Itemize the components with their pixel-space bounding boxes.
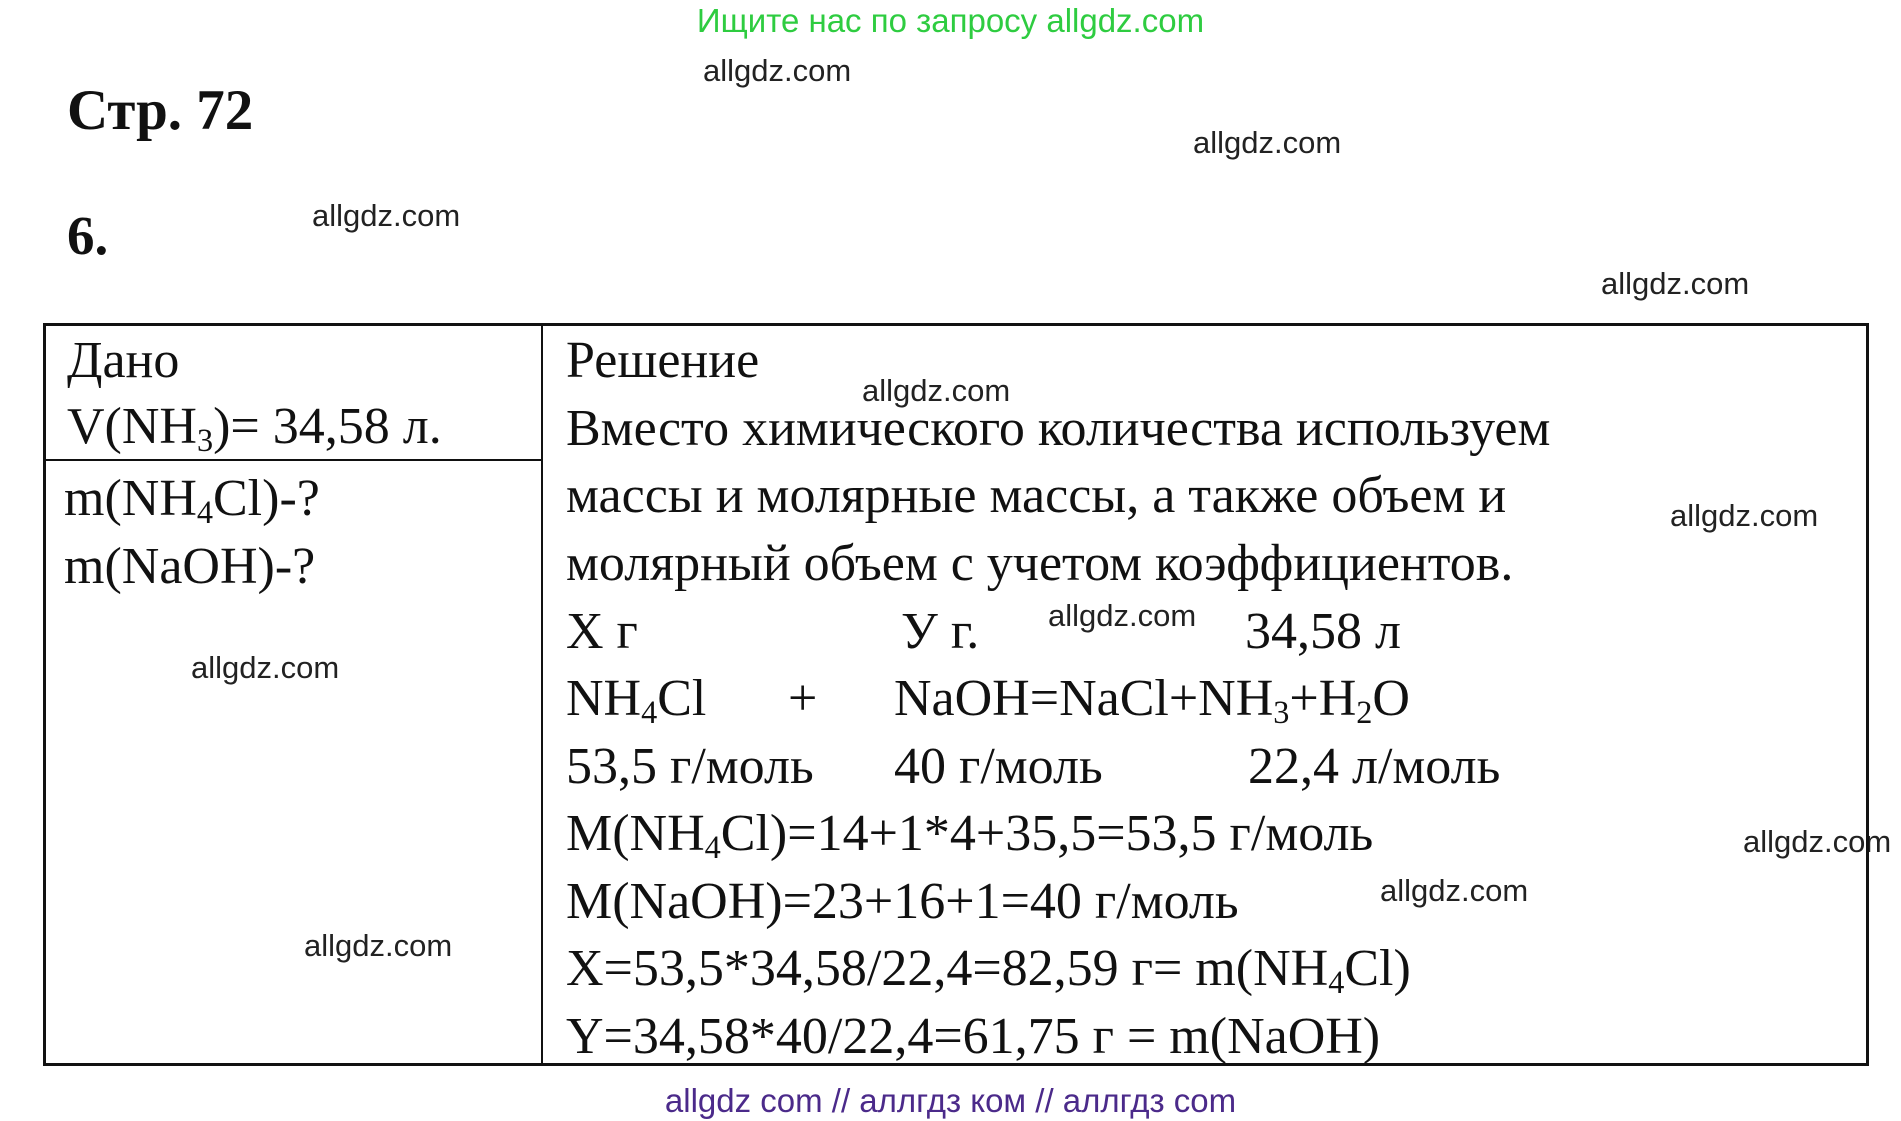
watermark: allgdz.com [304,928,453,963]
watermark: allgdz.com [703,53,852,88]
watermark: allgdz.com [191,650,340,685]
watermark: allgdz.com [1743,824,1892,859]
known-volume: 34,58 л [1245,603,1401,660]
calc-line: M(NaOH)=23+16+1=40 г/моль [566,873,1239,930]
table-divider-horizontal [43,459,543,461]
top-banner: Ищите нас по запросу allgdz.com [696,2,1205,39]
given-volume: $V(NH_3)= 34,58$ л. [67,398,442,459]
unknown-x: Х г [566,603,638,660]
calc-line: Y=34,58*40/22,4=61,75 г = m(NaOH) [566,1008,1381,1065]
task-number: 6. [67,205,109,266]
watermark: allgdz.com [1670,498,1819,533]
bottom-banner: allgdz com // аллгдз ком // аллгдз com [664,1082,1237,1119]
page-title: Стр. 72 [67,79,254,142]
watermark: allgdz.com [1601,266,1750,301]
reagent-nh4cl: $NH_4Cl$ [566,670,707,731]
reaction-rest: $NaOH=NaCl+NH_3+H_2O$ [894,670,1410,731]
solution-text-line: молярный объем с учетом коэффициентов. [566,535,1514,592]
watermark: allgdz.com [312,198,461,233]
plus-sign: + [788,670,818,727]
molar-mass-nh4cl: 53,5 г/моль [566,738,814,795]
watermark: allgdz.com [1048,598,1197,633]
molar-volume: 22,4 л/моль [1248,738,1501,795]
solution-header: Решение [566,332,760,389]
solution-text-line: массы и молярные массы, а также объем и [566,467,1507,524]
calc-line: X=53,5*34,58/22,4=82,59 $г= m(NH_4Cl)$ [566,940,1411,1001]
watermark: allgdz.com [1193,125,1342,160]
unknown-y: У г. [901,603,980,660]
given-header: Дано [67,332,180,389]
find-mass-naoh: m(NaOH)-? [64,538,316,595]
table-divider-vertical [541,323,543,1066]
watermark: allgdz.com [862,373,1011,408]
calc-line: $M(NH_4Cl)=14+1*4+35,5=53,5$ г/моль [566,805,1374,866]
find-mass-nh4cl: $m(NH_4Cl)-$? [64,470,320,531]
watermark: allgdz.com [1380,873,1529,908]
solution-text-line: Вместо химического количества используем [566,400,1551,457]
molar-mass-naoh: 40 г/моль [894,738,1103,795]
